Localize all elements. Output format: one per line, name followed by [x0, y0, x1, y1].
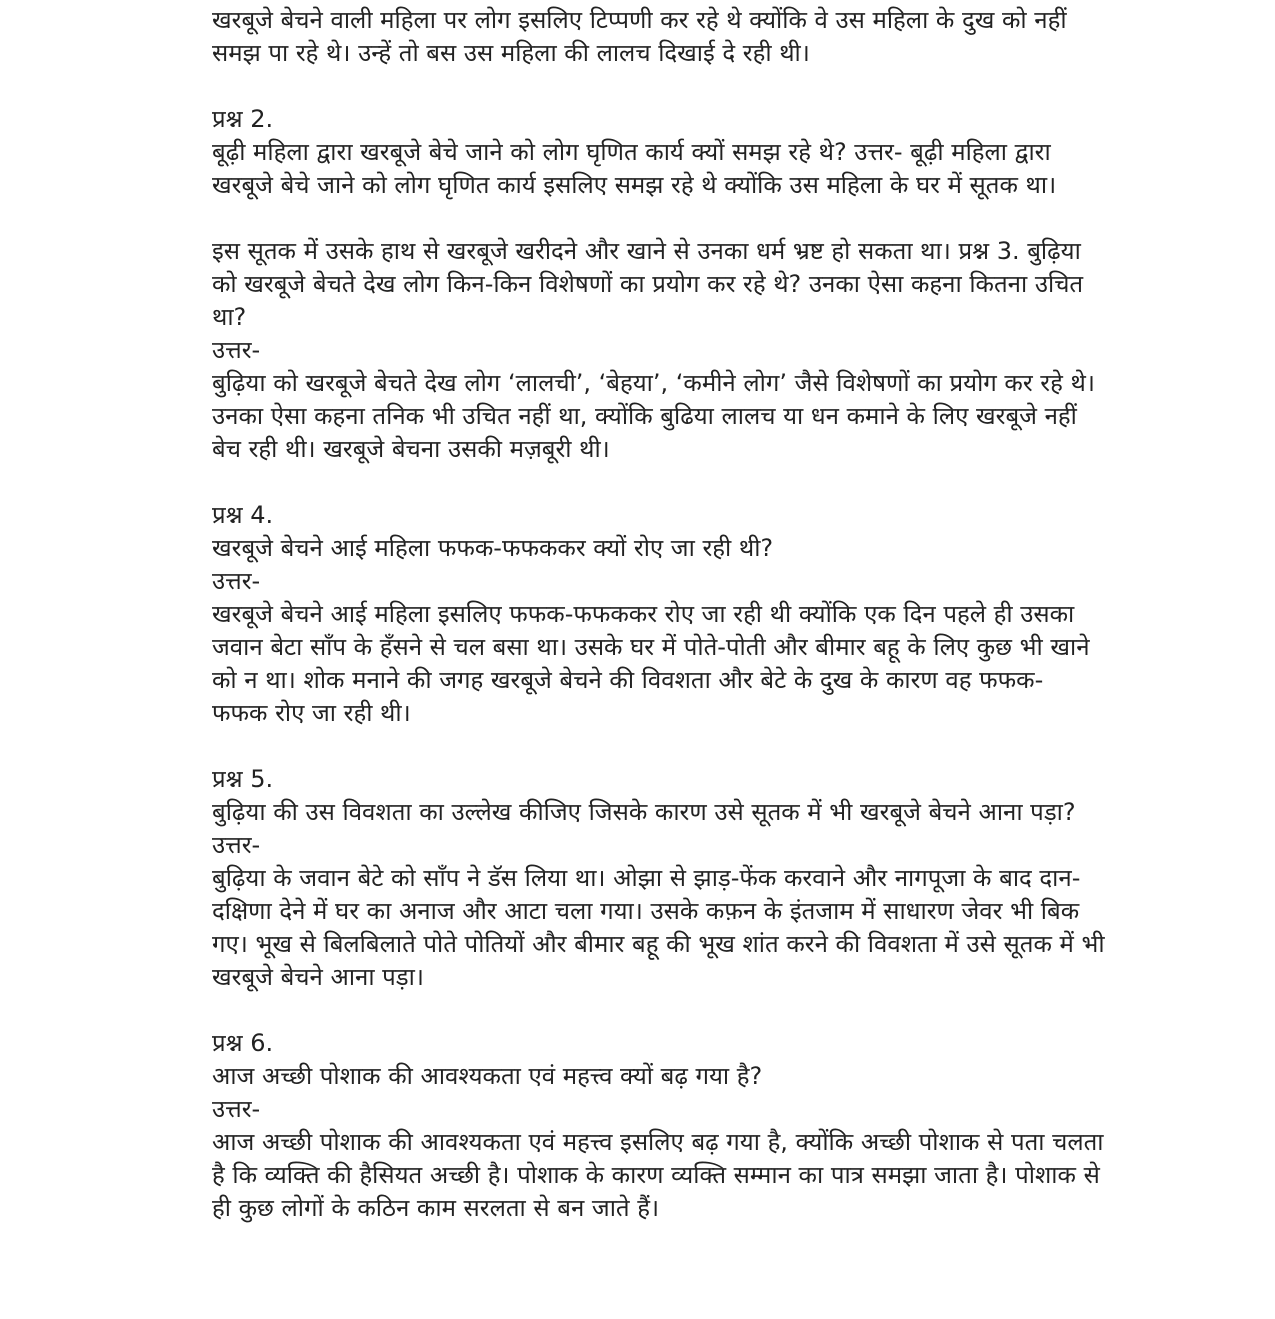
- text-line: समझ पा रहे थे। उन्हें तो बस उस महिला की लालच दिखाई दे रही थी।: [212, 39, 810, 67]
- text-line: बुढ़िया को खरबूजे बेचते देख लोग ‘लालची’, ‘बेहया’, ‘कमीने लोग’ जैसे विशेषणों का प्रयोग कर रहे थे।: [212, 369, 1095, 397]
- answer-label: उत्तर-: [212, 336, 261, 364]
- question-2: [212, 103, 1197, 202]
- text-line: बूढ़ी महिला द्वारा खरबूजे बेचे जाने को लोग घृणित कार्य क्यों समझ रहे थे? उत्तर- बूढ़ी महिला द्वारा: [212, 138, 1051, 166]
- text-line: फफक रोए जा रही थी।: [212, 699, 411, 727]
- text-line: खरबूजे बेचे जाने को लोग घृणित कार्य इसलिए समझ रहे थे क्योंकि उस महिला के घर में सूतक था।: [212, 171, 1057, 199]
- text-line: दक्षिणा देने में घर का अनाज और आटा चला गया। उसके कफ़न के इंतजाम में साधारण जेवर भी बिक: [212, 897, 1080, 925]
- text-line: था?: [212, 303, 247, 331]
- text-line: आज अच्छी पोशाक की आवश्यकता एवं महत्त्व इसलिए बढ़ गया है, क्योंकि अच्छी पोशाक से पता चलता: [212, 1128, 1104, 1156]
- text-line: गए। भूख से बिलबिलाते पोते पोतियों और बीमार बहू की भूख शांत करने की विवशता में उसे सूतक में भी: [212, 930, 1105, 958]
- text-line: है कि व्यक्ति की हैसियत अच्छी है। पोशाक के कारण व्यक्ति सम्मान का पात्र समझा जाता है। पोशाक से: [212, 1161, 1100, 1189]
- text-line: को न था। शोक मनाने की जगह खरबूजे बेचने की विवशता और बेटे के दुख के कारण वह फफक-: [212, 666, 1044, 694]
- question-heading: प्रश्न 2.: [212, 105, 274, 133]
- answer-label: उत्तर-: [212, 1095, 261, 1123]
- answer-continuation: [212, 4, 1197, 70]
- question-3: [212, 235, 1197, 466]
- question-6: [212, 1027, 1197, 1225]
- answer-label: उत्तर-: [212, 567, 261, 595]
- text-line: ही कुछ लोगों के कठिन काम सरलता से बन जाते हैं।: [212, 1194, 660, 1222]
- question-text: खरबूजे बेचने आई महिला फफक-फफककर क्यों रोए जा रही थी?: [212, 534, 774, 562]
- text-line: इस सूतक में उसके हाथ से खरबूजे खरीदने और खाने से उनका धर्म भ्रष्ट हो सकता था। प्रश्न 3. बुढ़िया: [212, 237, 1081, 265]
- text-line: खरबूजे बेचने आना पड़ा।: [212, 963, 424, 991]
- text-line: को खरबूजे बेचते देख लोग किन-किन विशेषणों का प्रयोग कर रहे थे? उनका ऐसा कहना कितना उचित: [212, 270, 1084, 298]
- answer-label: उत्तर-: [212, 831, 261, 859]
- question-5: [212, 763, 1197, 994]
- question-heading: प्रश्न 5.: [212, 765, 274, 793]
- question-text: आज अच्छी पोशाक की आवश्यकता एवं महत्त्व क्यों बढ़ गया है?: [212, 1062, 763, 1090]
- text-line: बेच रही थी। खरबूजे बेचना उसकी मज़बूरी थी।: [212, 435, 610, 463]
- question-heading: प्रश्न 6.: [212, 1029, 274, 1057]
- text-line: खरबूजे बेचने आई महिला इसलिए फफक-फफककर रोए जा रही थी क्योंकि एक दिन पहले ही उसका: [212, 600, 1075, 628]
- document-page: [212, 4, 1197, 1225]
- text-line: जवान बेटा साँप के हँसने से चल बसा था। उसके घर में पोते-पोती और बीमार बहू के लिए कुछ भी खाने: [212, 633, 1090, 661]
- text-line: बुढ़िया के जवान बेटे को साँप ने डॅस लिया था। ओझा से झाड़-फेंक करवाने और नागपूजा के बाद दान-: [212, 864, 1081, 892]
- question-heading: प्रश्न 4.: [212, 501, 274, 529]
- question-text: बुढ़िया की उस विवशता का उल्लेख कीजिए जिसके कारण उसे सूतक में भी खरबूजे बेचने आना पड़ा?: [212, 798, 1076, 826]
- text-line: उनका ऐसा कहना तनिक भी उचित नहीं था, क्योंकि बुढिया लालच या धन कमाने के लिए खरबूजे नहीं: [212, 402, 1077, 430]
- question-4: [212, 499, 1197, 730]
- text-line: खरबूजे बेचने वाली महिला पर लोग इसलिए टिप्पणी कर रहे थे क्योंकि वे उस महिला के दुख को नहीं: [212, 6, 1067, 34]
